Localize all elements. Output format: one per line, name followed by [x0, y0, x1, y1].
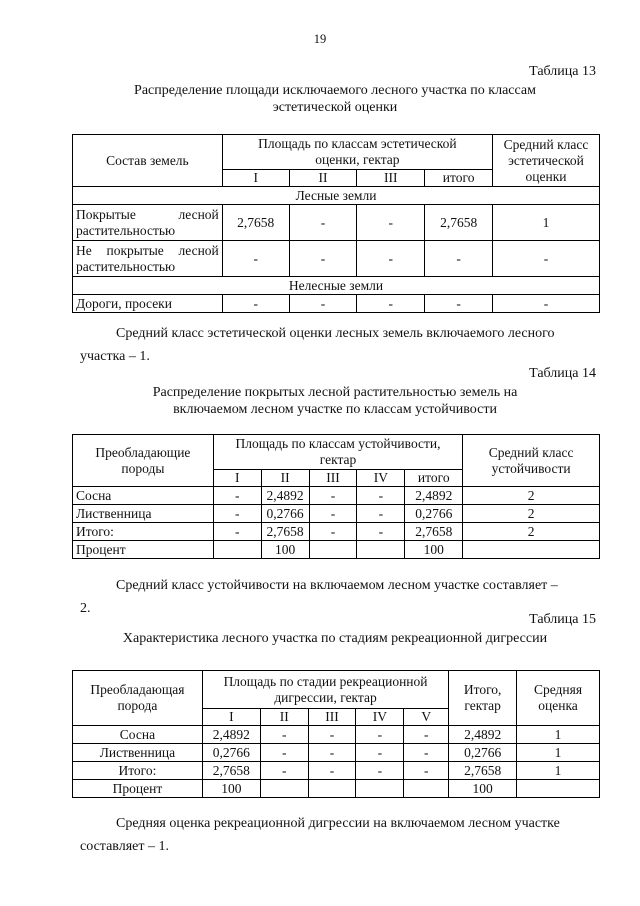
header-average-class: Средний класс устойчивости [463, 435, 600, 487]
class-header: I [213, 470, 261, 487]
table-15-label: Таблица 15 [529, 612, 596, 627]
cell: 0,2766 [261, 505, 309, 523]
row-label: Итого: [73, 762, 203, 780]
cell: 0,2766 [449, 744, 517, 762]
class-header: IV [357, 470, 405, 487]
cell: - [213, 523, 261, 541]
cell: 1 [517, 744, 600, 762]
cell: 100 [261, 541, 309, 559]
cell: 100 [202, 780, 260, 798]
cell: - [260, 726, 308, 744]
cell: - [309, 505, 357, 523]
table-14-caption: Распределение покрытых лесной растительностью земель на включаемом лесном участке по классам устойчивости [152, 385, 518, 417]
cell: 2,7658 [202, 762, 260, 780]
table-row [73, 523, 600, 541]
table-row [73, 726, 600, 744]
cell: - [357, 205, 425, 241]
cell [404, 780, 449, 798]
header-species: Преобладающая порода [73, 671, 203, 726]
cell [213, 541, 261, 559]
cell [517, 780, 600, 798]
cell [308, 780, 356, 798]
cell: - [493, 295, 600, 313]
cell: 2,4892 [405, 487, 463, 505]
table-row [73, 762, 600, 780]
row-label: Лиственница [73, 744, 203, 762]
stage-header: IV [356, 709, 404, 726]
paragraph-digression: Средняя оценка рекреационной дигрессии на включаемом лесном участке составляет – 1. [80, 816, 560, 854]
cell [356, 780, 404, 798]
header-composition: Состав земель [73, 135, 223, 187]
cell [357, 541, 405, 559]
stage-header: II [260, 709, 308, 726]
table-row [73, 205, 600, 241]
cell: - [213, 487, 261, 505]
stage-header: III [308, 709, 356, 726]
cell: 2,7658 [222, 205, 289, 241]
cell: - [289, 205, 357, 241]
table-13-label: Таблица 13 [529, 64, 596, 79]
cell: - [357, 505, 405, 523]
row-label: Процент [73, 541, 214, 559]
cell: 2 [463, 487, 600, 505]
cell: 0,2766 [405, 505, 463, 523]
table-row [73, 744, 600, 762]
cell [309, 541, 357, 559]
cell: - [493, 241, 600, 277]
cell: - [357, 241, 425, 277]
class-header: II [289, 170, 357, 187]
cell: 100 [405, 541, 463, 559]
table-13-caption: Распределение площади исключаемого лесного участка по классам эстетической оценки [134, 83, 536, 115]
cell: - [309, 523, 357, 541]
cell: - [357, 295, 425, 313]
cell: 2,7658 [449, 762, 517, 780]
stage-header: I [202, 709, 260, 726]
table-14-label: Таблица 14 [529, 366, 596, 381]
cell: - [222, 241, 289, 277]
cell: - [357, 487, 405, 505]
header-average-score: Средняя оценка [517, 671, 600, 726]
table-row [73, 505, 600, 523]
table-row [73, 295, 600, 313]
class-header: II [261, 470, 309, 487]
table-13 [72, 134, 600, 313]
header-species: Преобладающие породы [73, 435, 214, 487]
cell: - [404, 744, 449, 762]
cell: - [260, 744, 308, 762]
table-15-caption: Характеристика лесного участка по стадиям рекреационной дигрессии [122, 631, 548, 646]
table-row [73, 541, 600, 559]
row-label: Дороги, просеки [73, 295, 223, 313]
row-label: Покрытые лесной растительностью [73, 205, 223, 241]
cell: 1 [493, 205, 600, 241]
table-14 [72, 434, 600, 559]
row-label: Итого: [73, 523, 214, 541]
row-label: Сосна [73, 726, 203, 744]
page-number: 19 [313, 32, 327, 46]
paragraph-resistance: Средний класс устойчивости на включаемом лесном участке составляет – 2. [80, 578, 558, 616]
header-average-class: Средний класс эстетической оценки [493, 135, 600, 187]
cell: 2,7658 [425, 205, 493, 241]
cell: 0,2766 [202, 744, 260, 762]
cell: - [309, 487, 357, 505]
class-header: III [357, 170, 425, 187]
cell: - [308, 762, 356, 780]
cell: 2,7658 [261, 523, 309, 541]
cell: 2 [463, 523, 600, 541]
cell: - [425, 295, 493, 313]
cell: - [222, 295, 289, 313]
section-nonforest-lands: Нелесные земли [73, 277, 600, 295]
cell: 2,4892 [449, 726, 517, 744]
cell: 2,4892 [261, 487, 309, 505]
cell: - [357, 523, 405, 541]
cell: - [308, 744, 356, 762]
cell: - [404, 762, 449, 780]
cell: - [289, 295, 357, 313]
class-header: итого [405, 470, 463, 487]
class-header: I [222, 170, 289, 187]
cell: - [356, 726, 404, 744]
cell: - [425, 241, 493, 277]
cell: 2,7658 [405, 523, 463, 541]
row-label: Лиственница [73, 505, 214, 523]
cell: - [404, 726, 449, 744]
cell: - [356, 762, 404, 780]
cell: - [289, 241, 357, 277]
table-row [73, 780, 600, 798]
cell: - [213, 505, 261, 523]
table-row [73, 487, 600, 505]
class-header: III [309, 470, 357, 487]
paragraph-aesthetic: Средний класс эстетической оценки лесных земель включаемого лесного участка – 1. [80, 326, 555, 364]
cell: 1 [517, 762, 600, 780]
cell: 100 [449, 780, 517, 798]
header-area: Площадь по стадии рекреационной дигрессии, гектар [202, 671, 448, 709]
row-label: Сосна [73, 487, 214, 505]
cell: - [308, 726, 356, 744]
header-total: Итого, гектар [449, 671, 517, 726]
stage-header: V [404, 709, 449, 726]
row-label: Процент [73, 780, 203, 798]
cell: 2 [463, 505, 600, 523]
class-header: итого [425, 170, 493, 187]
table-15 [72, 670, 600, 798]
cell [260, 780, 308, 798]
row-label: Не покрытые лесной растительностью [73, 241, 223, 277]
cell: - [356, 744, 404, 762]
cell: 2,4892 [202, 726, 260, 744]
table-row [73, 241, 600, 277]
section-forest-lands: Лесные земли [73, 187, 600, 205]
cell [463, 541, 600, 559]
header-area: Площадь по классам эстетической оценки, гектар [222, 135, 492, 170]
cell: - [260, 762, 308, 780]
cell: 1 [517, 726, 600, 744]
header-area: Площадь по классам устойчивости, гектар [213, 435, 462, 470]
